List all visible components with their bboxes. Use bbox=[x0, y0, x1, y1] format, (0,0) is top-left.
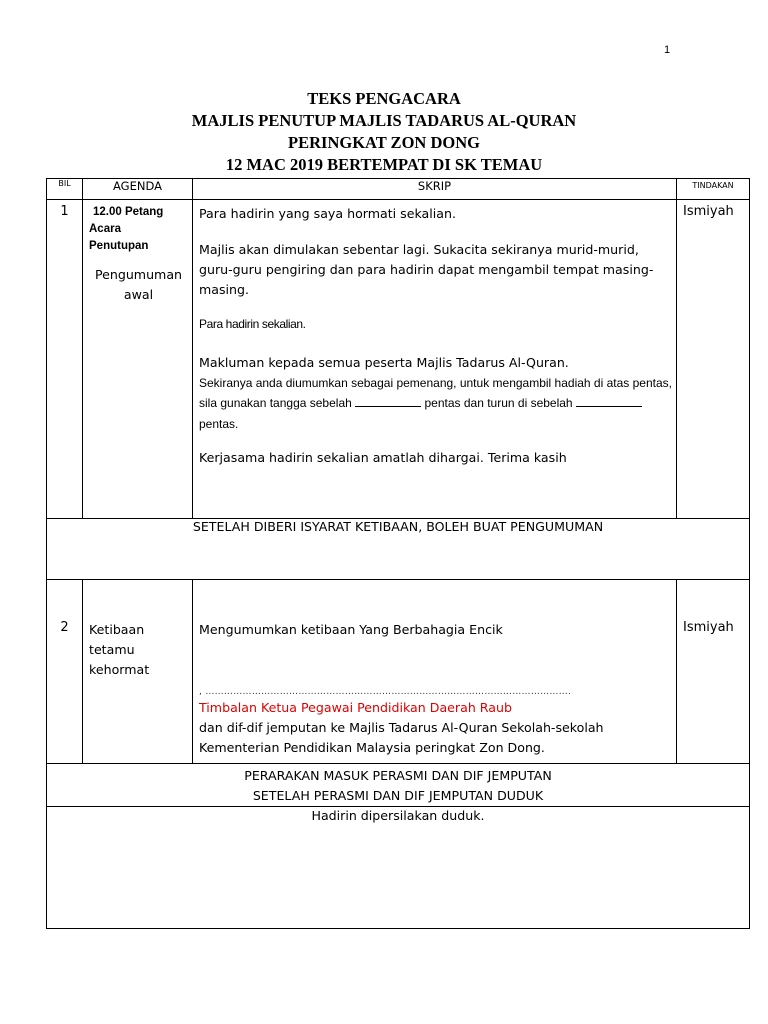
title-line-3: PERINGKAT ZON DONG bbox=[288, 133, 480, 152]
row-2-bil: 2 bbox=[47, 580, 83, 764]
agenda-line-1: Ketibaan bbox=[89, 622, 145, 637]
title-line-2: MAJLIS PENUTUP MAJLIS TADARUS AL-QURAN bbox=[191, 111, 577, 130]
agenda-event-2: Penutupan bbox=[89, 240, 149, 252]
row-1-skrip bbox=[193, 200, 677, 519]
skrip-paragraph: Para hadirin sekalian. bbox=[199, 317, 306, 331]
header-tindakan: TINDAKAN bbox=[677, 179, 750, 200]
instruction-row bbox=[47, 519, 750, 580]
agenda-subtitle bbox=[89, 265, 188, 305]
header-skrip: SKRIP bbox=[193, 179, 677, 200]
header-agenda: AGENDA bbox=[83, 179, 193, 200]
row-1-tindakan: Ismiyah bbox=[677, 200, 750, 519]
perarakan-line-1: PERARAKAN MASUK PERASMI DAN DIF JEMPUTAN bbox=[244, 768, 552, 783]
perarakan-text bbox=[47, 764, 750, 807]
row-2-tindakan: Ismiyah bbox=[677, 580, 750, 764]
header-bil: BIL bbox=[47, 179, 83, 200]
instruction-text: SETELAH DIBERI ISYARAT KETIBAAN, BOLEH BUAT PENGUMUMAN bbox=[47, 519, 750, 580]
skrip-paragraph: Majlis akan dimulakan sebentar lagi. Sukacita sekiranya murid-murid, guru-guru pengiring dan para hadirin dapat mengambil tempat masing-masing. bbox=[199, 242, 654, 297]
title-line-4: 12 MAC 2019 BERTEMPAT DI SK TEMAU bbox=[225, 155, 543, 174]
skrip-highlight: Timbalan Ketua Pegawai Pendidikan Daerah Raub bbox=[199, 700, 512, 715]
skrip-paragraph: Makluman kepada semua peserta Majlis Tadarus Al-Quran. bbox=[199, 354, 569, 370]
row-2-skrip bbox=[193, 580, 677, 764]
skrip-paragraph: Kerjasama hadirin sekalian amatlah dihargai. Terima kasih bbox=[199, 450, 567, 465]
blank-line bbox=[576, 394, 642, 407]
row-1-bil: 1 bbox=[47, 200, 83, 519]
skrip-text: Sekiranya anda diumumkan sebagai pemenang, untuk mengambil hadiah di atas pentas, sila gunakan tangga sebelah bbox=[199, 375, 672, 410]
agenda-line-2: tetamu bbox=[89, 642, 135, 657]
title-line-1: TEKS PENGACARA bbox=[307, 89, 461, 108]
table-row bbox=[47, 200, 750, 519]
agenda-sub-line-1: Pengumuman bbox=[94, 267, 183, 282]
row-2-agenda bbox=[83, 580, 193, 764]
name-placeholder: , ………………………………………………………………………………………………………. bbox=[199, 687, 572, 697]
skrip-paragraph-blanks bbox=[199, 373, 672, 435]
table-header-row bbox=[47, 179, 750, 200]
agenda-event-1: Acara bbox=[89, 223, 121, 235]
script-table bbox=[46, 178, 750, 929]
skrip-text: pentas dan turun di sebelah bbox=[424, 396, 573, 410]
row-1-agenda bbox=[83, 200, 193, 519]
agenda-sub-line-2: awal bbox=[123, 287, 154, 302]
skrip-paragraph: Mengumumkan ketibaan Yang Berbahagia Encik bbox=[199, 622, 503, 637]
perarakan-row bbox=[47, 764, 750, 807]
table-row bbox=[47, 580, 750, 764]
document-title bbox=[0, 88, 768, 176]
skrip-paragraph: Para hadirin yang saya hormati sekalian. bbox=[199, 206, 456, 221]
page-number: 1 bbox=[664, 44, 671, 56]
skrip-paragraph: dan dif-dif jemputan ke Majlis Tadarus Al-Quran Sekolah-sekolah Kementerian Pendidikan Malaysia peringkat Zon Dong. bbox=[199, 720, 604, 755]
agenda-line-3: kehormat bbox=[89, 662, 150, 677]
final-text: Hadirin dipersilakan duduk. bbox=[47, 807, 750, 929]
final-row bbox=[47, 807, 750, 929]
blank-line bbox=[355, 394, 421, 407]
perarakan-line-2: SETELAH PERASMI DAN DIF JEMPUTAN DUDUK bbox=[252, 788, 544, 803]
skrip-text: pentas. bbox=[199, 416, 239, 431]
agenda-time: 12.00 Petang bbox=[93, 206, 164, 218]
